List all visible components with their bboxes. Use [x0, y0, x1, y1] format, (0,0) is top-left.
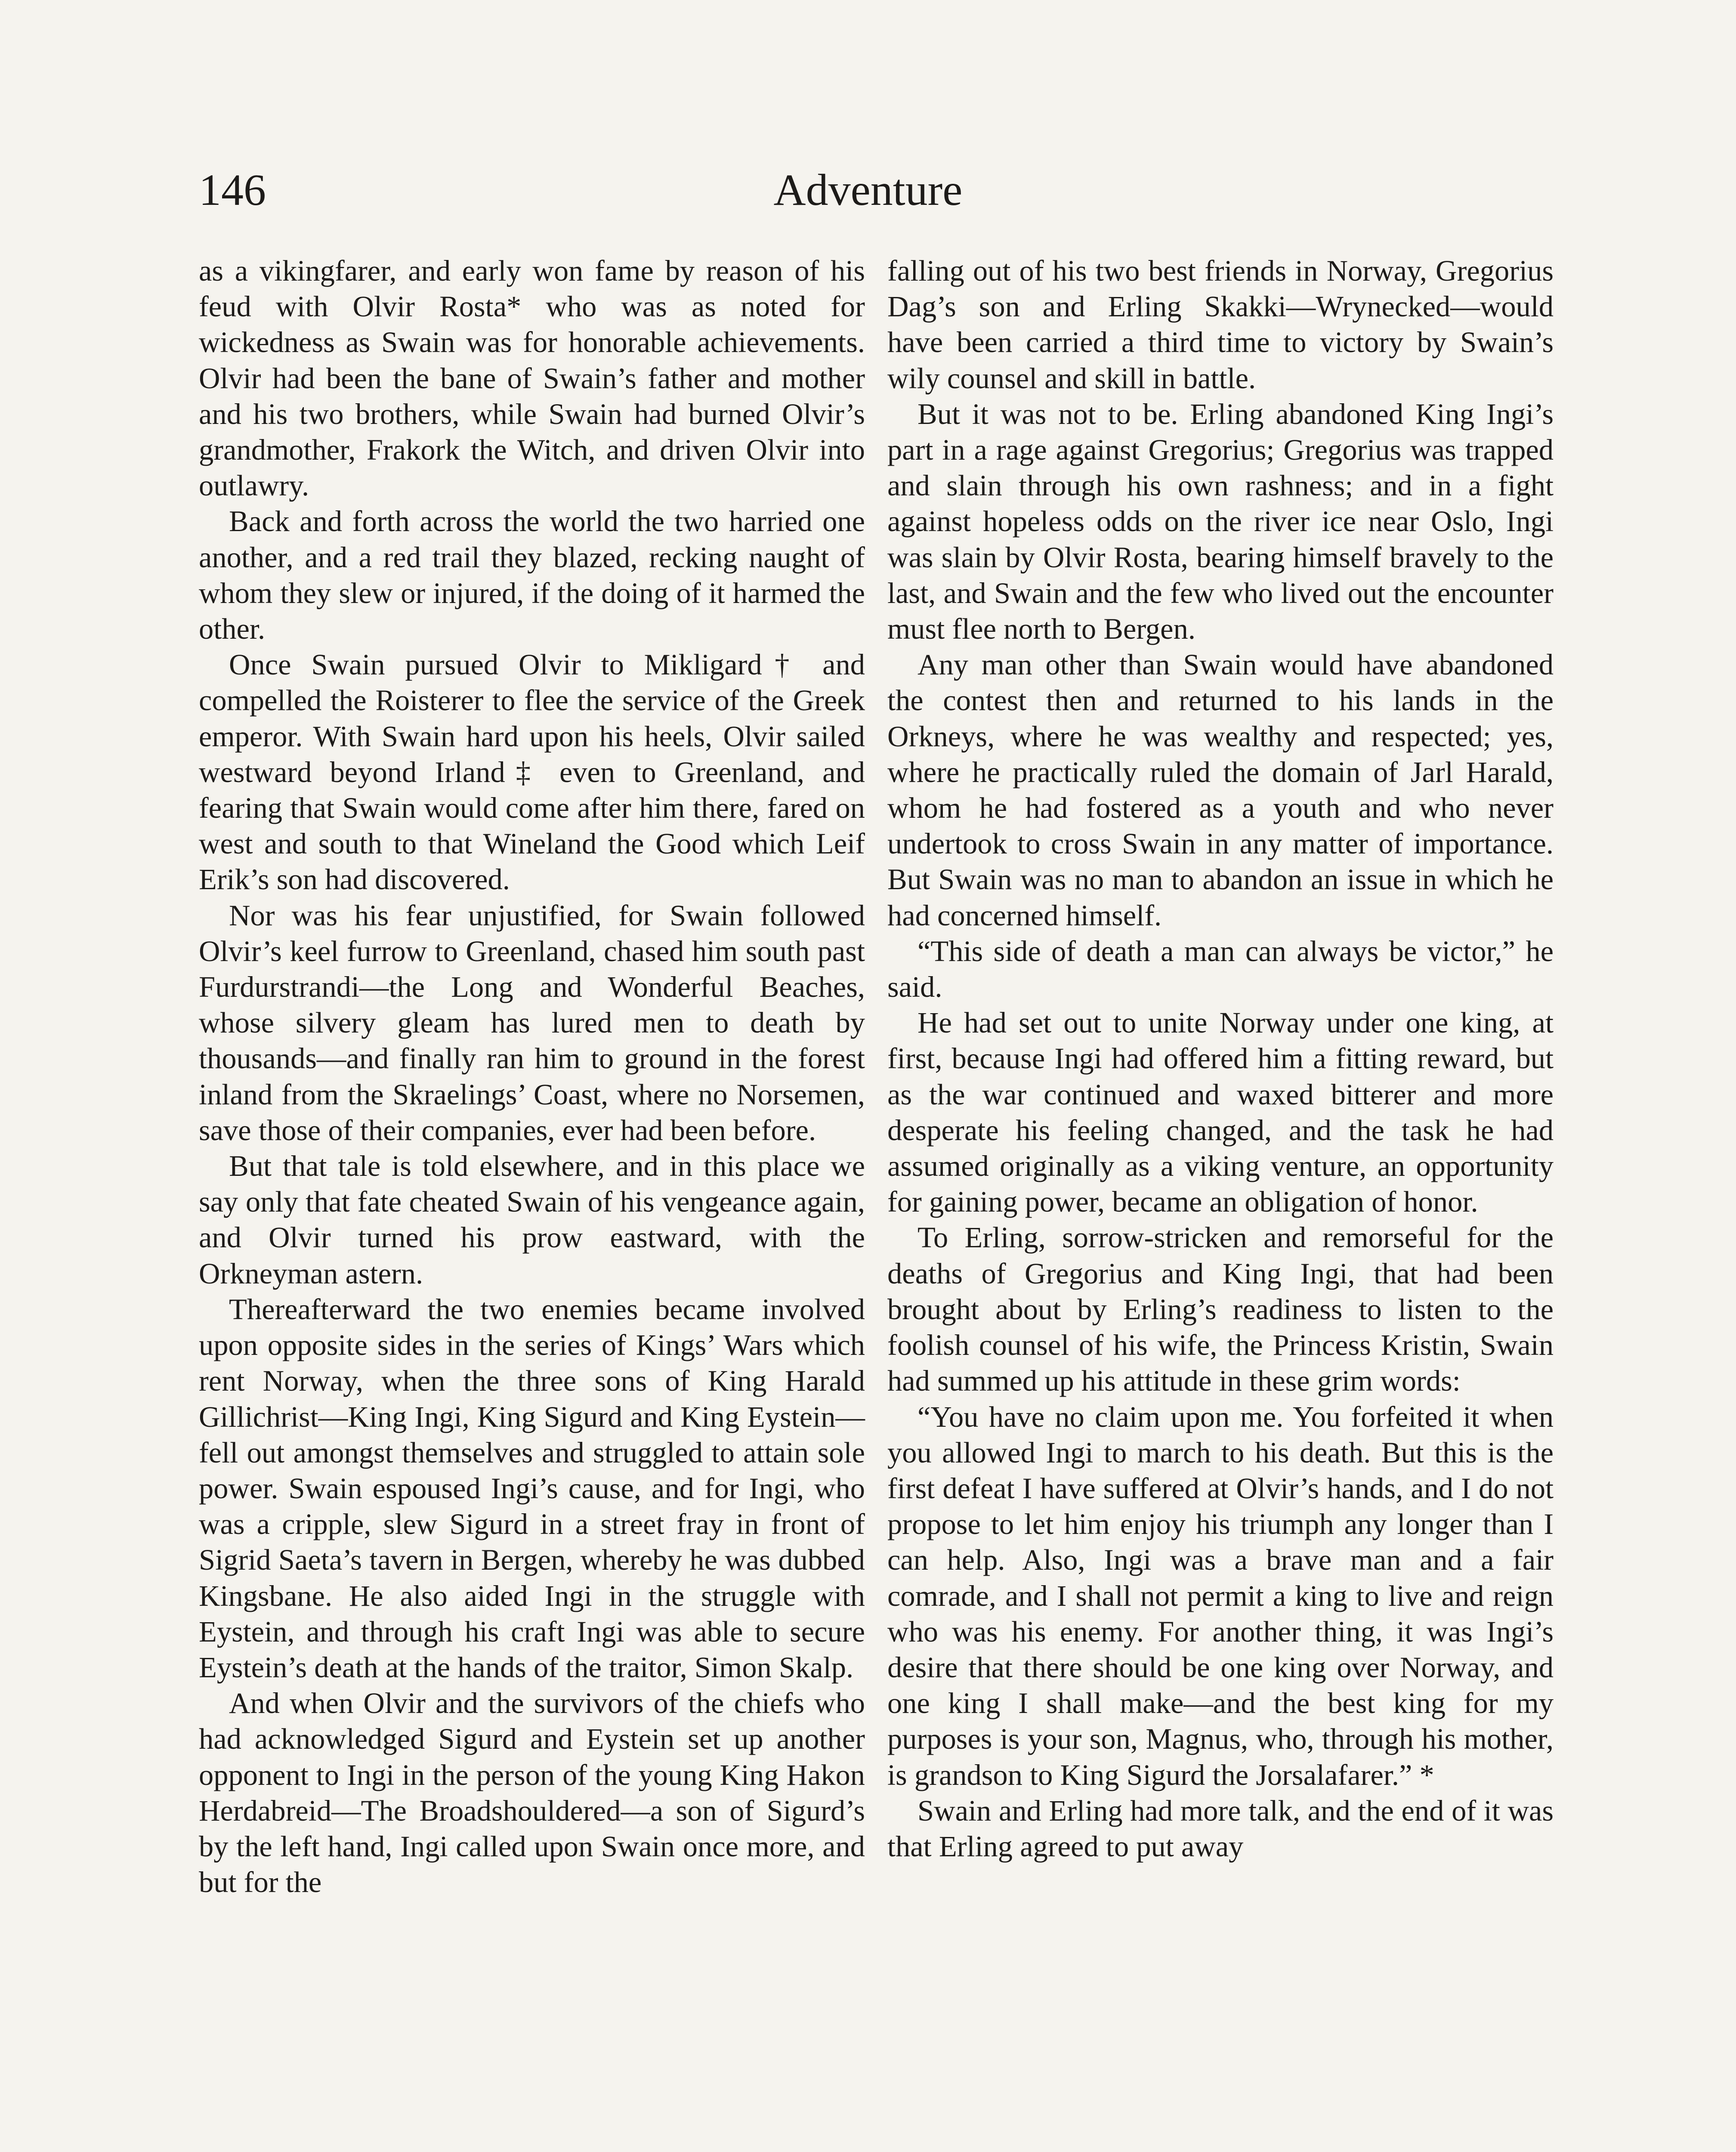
- paragraph: And when Olvir and the survivors of the chiefs who had acknowledged Sigurd and Eystein set up another opponent to Ingi in the person of the young King Hakon Herdabreid—The Broadshouldered—a son of Sigurd’s by the left hand, Ingi called upon Swain once more, and but for the: [199, 1687, 865, 1899]
- paragraph: Back and forth across the world the two harried one another, and a red trail they blazed, recking naught of whom they slew or injured, if the doing of it harmed the other.: [199, 505, 865, 646]
- paragraph: Swain and Erling had more talk, and the end of it was that Erling agreed to put away: [887, 1794, 1554, 1863]
- paragraph: “This side of death a man can always be victor,” he said.: [887, 934, 1554, 1004]
- paragraph: Thereafterward the two enemies became involved upon opposite sides in the series of Kings’ Wars which rent Norway, when the three sons of King Harald Gillichrist—King Ingi, King Sigurd and King Eystein—fell out amongst themselves and struggled to attain sole power. Swain espoused Ingi’s cause, and for Ingi, who was a cripple, slew Sigurd in a street fray in front of Sigrid Saeta’s tavern in Bergen, whereby he was dubbed Kingsbane. He also aided Ingi in the struggle with Eystein, and through his craft Ingi was able to secure Eystein’s death at the hands of the traitor, Simon Skalp.: [199, 1292, 865, 1684]
- page-number: 146: [199, 165, 266, 215]
- paragraph: “You have no claim upon me. You forfeited it when you allowed Ingi to march to his death. But this is the first defeat I have suffered at Olvir’s hands, and I do not propose to let him enjoy his triumph any longer than I can help. Also, Ingi was a brave man and a fair comrade, and I shall not permit a king to live and reign who was his enemy. For another thing, it was Ingi’s desire that there should be one king over Norway, and one king I shall make—and the best king for my purposes is your son, Magnus, who, through his mother, is grandson to King Sigurd the Jorsalafarer.” *: [887, 1400, 1554, 1791]
- paragraph: But that tale is told elsewhere, and in this place we say only that fate cheated Swain of his vengeance again, and Olvir turned his prow eastward, with the Orkneyman astern.: [199, 1150, 865, 1290]
- paragraph: Any man other than Swain would have abandoned the contest then and returned to his lands in the Orkneys, where he was wealthy and respected; yes, where he practically ruled the domain of Jarl Harald, whom he had fostered as a youth and who never undertook to cross Swain in any matter of importance. But Swain was no man to abandon an issue in which he had concerned himself.: [887, 648, 1554, 932]
- paragraph: But it was not to be. Erling abandoned King Ingi’s part in a rage against Gregorius; Gregorius was trapped and slain through his own rashness; and in a fight against hopeless odds on the river ice near Oslo, Ingi was slain by Olvir Rosta, bearing himself bravely to the last, and Swain and the few who lived out the encounter must flee north to Bergen.: [887, 397, 1554, 646]
- right-column: [887, 253, 1554, 1864]
- paragraph: Nor was his fear unjustified, for Swain followed Olvir’s keel furrow to Greenland, chased him south past Furdurstrandi—the Long and Wonderful Beaches, whose silvery gleam has lured men to death by thousands—and finally ran him to ground in the forest inland from the Skraelings’ Coast, where no Norsemen, save those of their companies, ever had been before.: [199, 899, 865, 1147]
- running-head: Adventure: [773, 165, 963, 215]
- paragraph: Once Swain pursued Olvir to Mikligard† and compelled the Roisterer to flee the service of the Greek emperor. With Swain hard upon his heels, Olvir sailed westward beyond Irland‡ even to Greenland, and fearing that Swain would come after him there, fared on west and south to that Wineland the Good which Leif Erik’s son had discovered.: [199, 648, 865, 896]
- paragraph: as a vikingfarer, and early won fame by reason of his feud with Olvir Rosta* who was as noted for wickedness as Swain was for honorable achievements. Olvir had been the bane of Swain’s father and mother and his two brothers, while Swain had burned Olvir’s grandmother, Frakork the Witch, and driven Olvir into outlawry.: [199, 254, 865, 502]
- paragraph: To Erling, sorrow-stricken and remorseful for the deaths of Gregorius and King Ingi, that had been brought about by Erling’s readiness to listen to the foolish counsel of his wife, the Princess Kristin, Swain had summed up his attitude in these grim words:: [887, 1221, 1554, 1398]
- paragraph: He had set out to unite Norway under one king, at first, because Ingi had offered him a fitting reward, but as the war continued and waxed bitterer and more desperate his feeling changed, and the task he had assumed originally as a viking venture, an opportunity for gaining power, became an obligation of honor.: [887, 1006, 1554, 1218]
- paragraph: falling out of his two best friends in Norway, Gregorius Dag’s son and Erling Skakki—Wrynecked—would have been carried a third time to victory by Swain’s wily counsel and skill in battle.: [887, 254, 1554, 395]
- left-column: [199, 253, 865, 1900]
